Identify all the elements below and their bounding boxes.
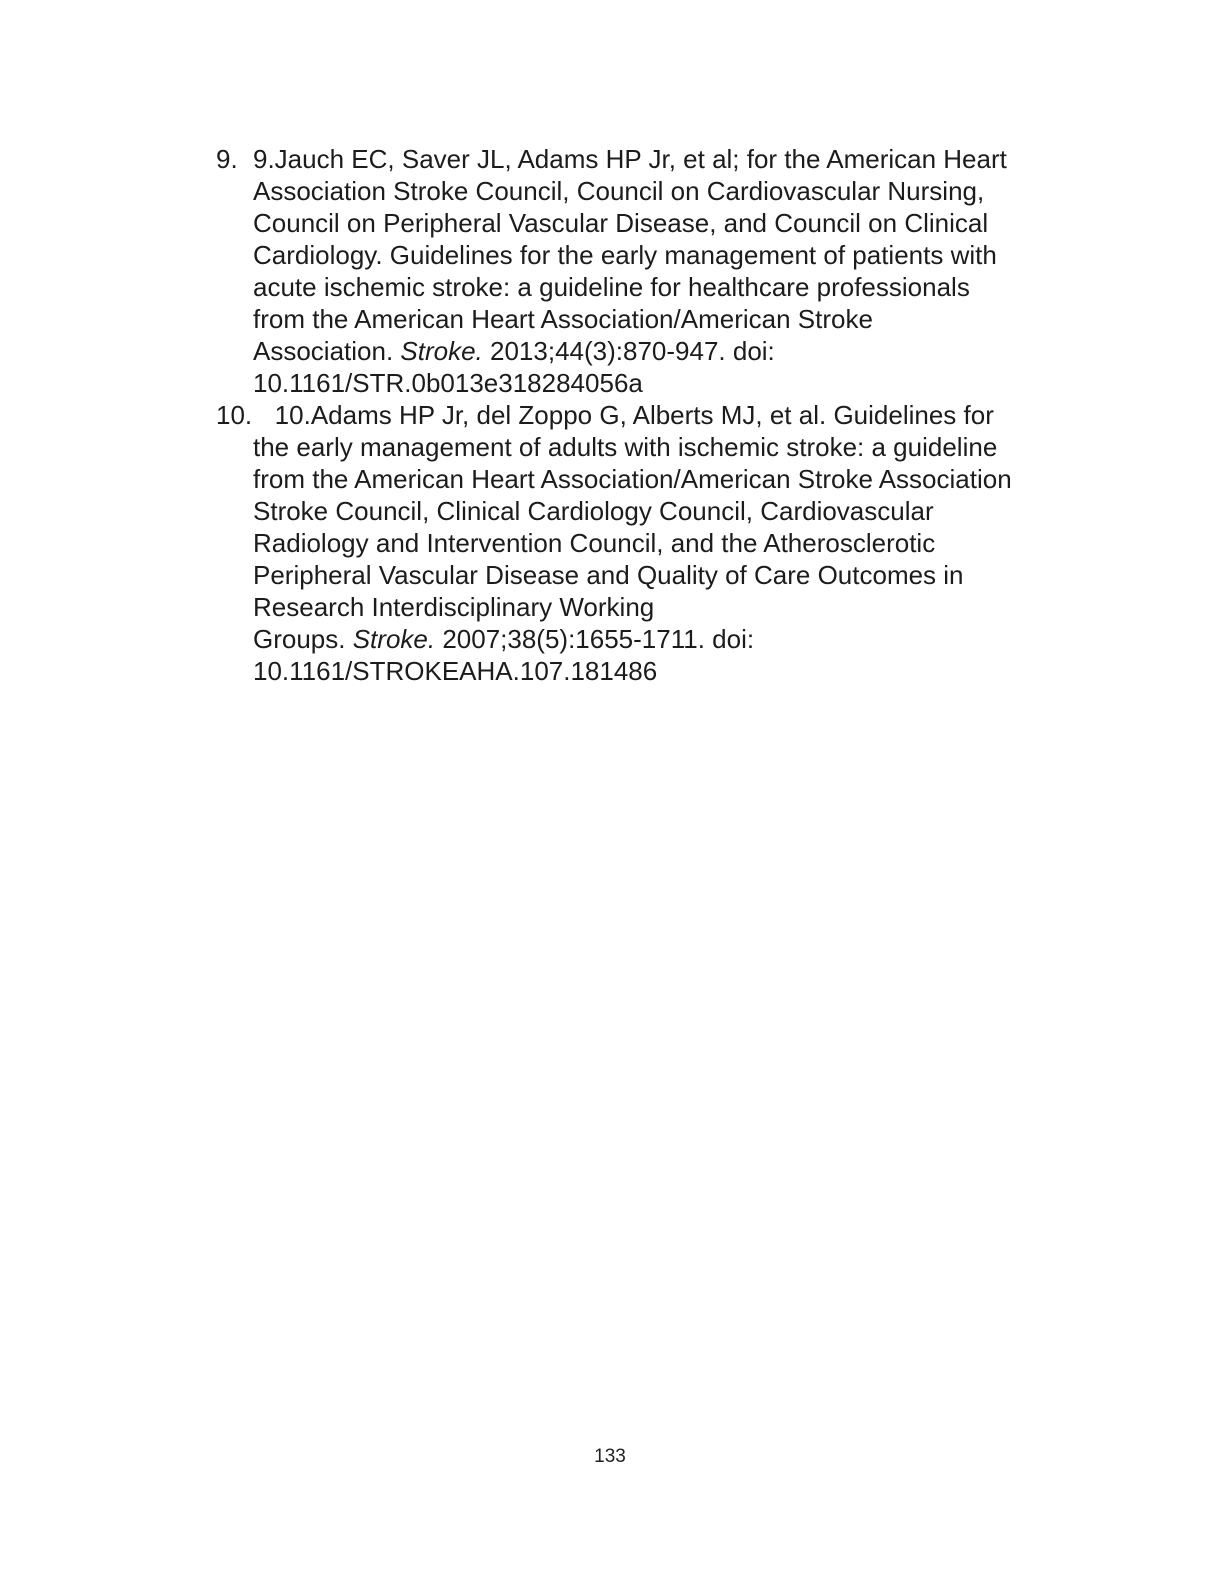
reference-line: acute ischemic stroke: a guideline for healthcare professionals [253,272,970,302]
reference-item-10 [216,399,1086,687]
reference-line: Research Interdisciplinary Working [253,592,655,622]
reference-line: 9.Jauch EC, Saver JL, Adams HP Jr, et al; for the American Heart [253,144,1007,174]
reference-list [216,143,1086,687]
reference-text: 2013;44(3):870-947. doi: [482,336,775,366]
reference-line: Radiology and Intervention Council, and the Atherosclerotic [253,528,936,558]
journal-title: Stroke. [400,336,483,366]
page-number: 133 [594,1446,626,1467]
reference-line: Peripheral Vascular Disease and Quality of Care Outcomes in [253,560,964,590]
reference-line: Stroke Council, Clinical Cardiology Council, Cardiovascular [253,496,934,526]
reference-journal-line [253,623,1086,655]
reference-line: Cardiology. Guidelines for the early management of patients with [253,240,997,270]
journal-title: Stroke. [352,624,436,654]
reference-text: Groups. [253,624,353,654]
reference-item-9 [216,143,1086,399]
reference-line: Association Stroke Council, Council on Cardiovascular Nursing, [253,176,985,206]
reference-line: from the American Heart Association/American Stroke [253,304,873,334]
reference-text: Association. [253,336,401,366]
reference-doi: 10.1161/STROKEAHA.107.181486 [253,656,658,686]
reference-line: the early management of adults with ischemic stroke: a guideline [253,432,998,462]
reference-line: 10.Adams HP Jr, del Zoppo G, Alberts MJ, et al. Guidelines for [253,400,994,430]
reference-text: 2007;38(5):1655-1711. doi: [435,624,755,654]
reference-number: 9. [216,144,238,174]
reference-doi: 10.1161/STR.0b013e318284056a [253,368,643,398]
reference-line: Council on Peripheral Vascular Disease, and Council on Clinical [253,208,989,238]
reference-line: from the American Heart Association/American Stroke Association [253,464,1012,494]
reference-journal-line [253,335,1086,367]
reference-number: 10. [216,400,253,430]
